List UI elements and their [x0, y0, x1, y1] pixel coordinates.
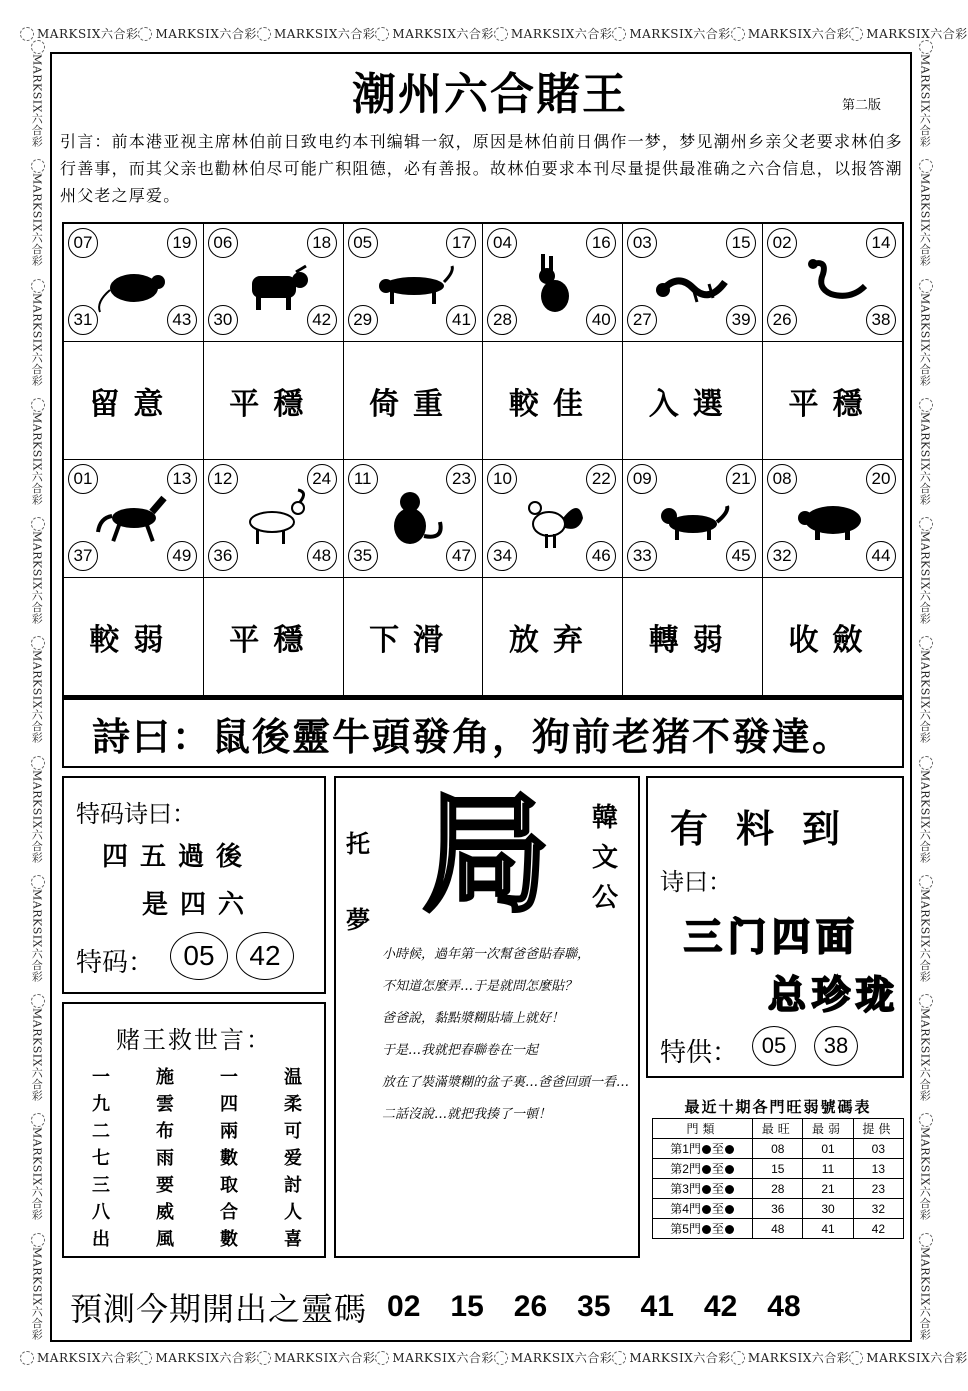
zodiac-number: 43: [167, 305, 197, 335]
zodiac-number: 24: [307, 464, 337, 494]
duwang-title: 赌王救世言：: [116, 1026, 272, 1054]
watermark-text: MARKSIX六合彩: [916, 1113, 936, 1220]
duwang-char: 取: [220, 1175, 238, 1196]
stats-cold: 30: [803, 1199, 853, 1219]
zodiac-number: 30: [208, 305, 238, 335]
flower-icon: [731, 27, 745, 41]
duwang-char: 風: [156, 1229, 174, 1250]
flower-icon: [257, 27, 271, 41]
zodiac-number: 23: [446, 464, 476, 494]
duwang-char: 人: [284, 1202, 302, 1223]
watermark-text: MARKSIX六合彩: [916, 1233, 936, 1340]
animal-cell: [483, 224, 623, 342]
flower-icon: [31, 398, 45, 412]
stats-row: [653, 1179, 904, 1199]
ball-icon: [725, 1185, 734, 1194]
flower-icon: [494, 1351, 508, 1365]
stats-cold: 11: [803, 1159, 853, 1179]
flower-icon: [849, 27, 863, 41]
zodiac-number: 28: [487, 305, 517, 335]
youliao-number: 05: [752, 1026, 796, 1066]
prediction-number: 15: [450, 1290, 484, 1323]
duwang-char: 九: [92, 1094, 110, 1115]
animal-cell: [64, 460, 204, 578]
stats-cold: 01: [803, 1139, 853, 1159]
tema-line-2: 是四六: [142, 890, 257, 920]
watermark-text: MARKSIX六合彩: [20, 25, 138, 42]
stats-hot: 28: [753, 1179, 803, 1199]
stats-door: 第4門 至: [653, 1199, 753, 1219]
side-char: 文: [592, 843, 619, 873]
zodiac-status: 入選: [623, 342, 763, 460]
duwang-char: 合: [220, 1202, 238, 1223]
story-line: 于是…我就把春聯卷在一起: [382, 1043, 539, 1058]
watermark-text: MARKSIX六合彩: [28, 517, 48, 624]
watermark-text: MARKSIX六合彩: [916, 40, 936, 147]
zodiac-number: 26: [767, 305, 797, 335]
stats-hot: 36: [753, 1199, 803, 1219]
prediction-number: 42: [703, 1290, 738, 1323]
ball-icon: [725, 1225, 734, 1234]
zodiac-number: 45: [726, 541, 756, 571]
duwang-column: [220, 1064, 238, 1253]
duwang-char: 數: [220, 1229, 238, 1250]
watermark-text: MARKSIX六合彩: [612, 25, 730, 42]
status-row: [64, 578, 902, 696]
zodiac-number: 13: [167, 464, 197, 494]
tema-title: 特码诗曰：: [76, 800, 196, 828]
prediction-number: 02: [387, 1290, 421, 1323]
duwang-char: 一: [220, 1067, 238, 1088]
zodiac-number: 20: [866, 464, 896, 494]
zodiac-number: 06: [208, 228, 238, 258]
flower-icon: [919, 517, 933, 531]
zodiac-number: 08: [767, 464, 797, 494]
watermark-text: MARKSIX六合彩: [916, 875, 936, 982]
watermark-text: MARKSIX六合彩: [28, 40, 48, 147]
zodiac-number: 04: [487, 228, 517, 258]
rat-icon: [94, 252, 174, 314]
ball-icon: [725, 1205, 734, 1214]
poem-bar: 詩曰：鼠後靈牛頭發角，狗前老猪不發達。: [62, 698, 904, 768]
duwang-char: 威: [156, 1202, 174, 1223]
watermark-text: MARKSIX六合彩: [849, 25, 967, 42]
watermark-text: MARKSIX六合彩: [916, 279, 936, 386]
watermark-text: MARKSIX六合彩: [375, 1349, 493, 1366]
pig-icon: [793, 488, 873, 550]
watermark-text: MARKSIX六合彩: [28, 1233, 48, 1340]
watermark-text: MARKSIX六合彩: [28, 875, 48, 982]
duwang-columns: [92, 1064, 302, 1253]
flower-icon: [919, 636, 933, 650]
zodiac-number: 01: [68, 464, 98, 494]
story-line: 爸爸說，黏點漿糊貼墙上就好！: [382, 1011, 565, 1026]
tema-number: 05: [170, 932, 228, 980]
rooster-icon: [513, 488, 593, 550]
stats-row: [653, 1139, 904, 1159]
zodiac-status: 倚重: [344, 342, 484, 460]
tema-line-1: 四五過後: [102, 842, 255, 872]
youliao-line-1: 三门四面: [684, 915, 861, 959]
zodiac-status: 下滑: [344, 578, 484, 696]
rabbit-icon: [513, 252, 593, 314]
zodiac-number: 41: [446, 305, 476, 335]
monkey-icon: [374, 488, 454, 550]
zodiac-status: 平穩: [204, 342, 344, 460]
ball-icon: [702, 1205, 711, 1214]
tema-label: 特码：: [76, 948, 155, 978]
duwang-char: 出: [92, 1229, 110, 1250]
zodiac-number: 31: [68, 305, 98, 335]
story-line: 小時候，過年第一次幫爸爸貼春聯，: [382, 947, 591, 962]
zodiac-number: 09: [627, 464, 657, 494]
stats-door: 第1門 至: [653, 1139, 753, 1159]
story-line: 放在了裝滿漿糊的盆子裏…爸爸回頭一看…: [382, 1075, 630, 1090]
flower-icon: [31, 1113, 45, 1127]
zodiac-number: 12: [208, 464, 238, 494]
duwang-char: 討: [284, 1175, 302, 1196]
status-row: [64, 342, 902, 460]
stats-offer: 03: [853, 1139, 903, 1159]
zodiac-number: 39: [726, 305, 756, 335]
stats-cold: 21: [803, 1179, 853, 1199]
watermark-text: MARKSIX六合彩: [138, 25, 256, 42]
prediction-numbers: [387, 1290, 801, 1324]
dog-icon: [653, 488, 733, 550]
watermark-text: MARKSIX六合彩: [28, 994, 48, 1101]
side-char: 夢: [346, 906, 370, 934]
flower-icon: [919, 1233, 933, 1247]
zodiac-number: 15: [726, 228, 756, 258]
stats-door: 第2門 至: [653, 1159, 753, 1179]
watermark-left: [24, 40, 52, 1340]
animal-cell: [204, 460, 344, 578]
ball-icon: [702, 1165, 711, 1174]
duwang-char: 雲: [156, 1094, 174, 1115]
ball-icon: [702, 1185, 711, 1194]
zodiac-number: 19: [167, 228, 197, 258]
watermark-text: MARKSIX六合彩: [28, 398, 48, 505]
stats-hot: 15: [753, 1159, 803, 1179]
duwang-char: 温: [284, 1067, 302, 1088]
flower-icon: [31, 40, 45, 54]
zodiac-number: 11: [348, 464, 378, 494]
zodiac-status: 較佳: [483, 342, 623, 460]
animal-cell: [623, 224, 763, 342]
zodiac-number: 16: [586, 228, 616, 258]
watermark-text: MARKSIX六合彩: [28, 756, 48, 863]
animal-cell: [204, 224, 344, 342]
big-character: 局: [422, 781, 551, 930]
flower-icon: [919, 159, 933, 173]
zodiac-number: 38: [866, 305, 896, 335]
duwang-char: 可: [284, 1121, 302, 1142]
flower-icon: [849, 1351, 863, 1365]
flower-icon: [31, 517, 45, 531]
watermark-text: MARKSIX六合彩: [257, 25, 375, 42]
flower-icon: [31, 756, 45, 770]
stats-offer: 42: [853, 1219, 903, 1239]
animal-cell: [763, 224, 902, 342]
watermark-text: MARKSIX六合彩: [20, 1349, 138, 1366]
zodiac-number: 34: [487, 541, 517, 571]
zodiac-number: 32: [767, 541, 797, 571]
story-line: 不知道怎麼弄…于是就問怎麼貼？: [382, 979, 578, 994]
zodiac-number: 44: [866, 541, 896, 571]
zodiac-number: 47: [446, 541, 476, 571]
flower-icon: [375, 1351, 389, 1365]
zodiac-number: 29: [348, 305, 378, 335]
youliao-title: 有料到: [670, 806, 869, 851]
duwang-char: 施: [156, 1067, 174, 1088]
stats-hot: 08: [753, 1139, 803, 1159]
youliao-box: [646, 776, 904, 1078]
stats-door: 第3門 至: [653, 1179, 753, 1199]
prediction-label: 預測今期開出之靈碼: [70, 1290, 368, 1328]
zodiac-number: 42: [307, 305, 337, 335]
prediction-number: 35: [577, 1290, 611, 1323]
side-text-right: [592, 798, 618, 918]
ball-icon: [702, 1225, 711, 1234]
goat-icon: [234, 488, 314, 550]
tema-number: 42: [236, 932, 294, 980]
ball-icon: [725, 1165, 734, 1174]
side-char: 托: [346, 830, 370, 858]
flower-icon: [919, 40, 933, 54]
youliao-number: 38: [814, 1026, 858, 1066]
watermark-text: MARKSIX六合彩: [28, 1113, 48, 1220]
flower-icon: [31, 279, 45, 293]
flower-icon: [731, 1351, 745, 1365]
stats-hot: 48: [753, 1219, 803, 1239]
flower-icon: [257, 1351, 271, 1365]
story-text: [382, 946, 632, 1138]
zodiac-status: 留意: [64, 342, 204, 460]
duwang-char: 要: [156, 1175, 174, 1196]
ball-icon: [702, 1145, 711, 1154]
flower-icon: [919, 994, 933, 1008]
watermark-text: MARKSIX六合彩: [138, 1349, 256, 1366]
stats-offer: 32: [853, 1199, 903, 1219]
duwang-char: 四: [220, 1094, 238, 1115]
zodiac-number: 02: [767, 228, 797, 258]
watermark-top: [20, 18, 968, 48]
animal-cell: [344, 224, 484, 342]
prediction-number: 41: [640, 1290, 674, 1323]
duwang-char: 喜: [284, 1229, 302, 1250]
flower-icon: [375, 27, 389, 41]
watermark-text: MARKSIX六合彩: [494, 1349, 612, 1366]
stats-header-row: [653, 1119, 904, 1139]
watermark-bottom: [20, 1342, 968, 1372]
duwang-char: 柔: [284, 1094, 302, 1115]
duwang-char: 二: [92, 1121, 110, 1142]
watermark-text: MARKSIX六合彩: [28, 279, 48, 386]
ox-icon: [234, 252, 314, 314]
zodiac-number: 22: [586, 464, 616, 494]
duwang-column: [92, 1064, 110, 1253]
intro-text: 引言：前本港亚视主席林伯前日致电约本刊编辑一叙，原因是林伯前日偶作一梦，梦见潮州乡亲父老要求林伯多行善事，而其父亲也勸林伯尽可能广积阻德，必有善报。故林伯要求本刊尽量提供最准确之六合信息，以报答潮州父老之厚爱。: [60, 132, 903, 205]
zodiac-number: 10: [487, 464, 517, 494]
flower-icon: [31, 636, 45, 650]
animal-cell: [483, 460, 623, 578]
duwang-char: 兩: [220, 1121, 238, 1142]
flower-icon: [919, 875, 933, 889]
stats-offer: 13: [853, 1159, 903, 1179]
duwang-char: 數: [220, 1148, 238, 1169]
youliao-label: 特供：: [660, 1038, 739, 1068]
watermark-text: MARKSIX六合彩: [916, 517, 936, 624]
story-line: 二話沒說…就把我揍了一頓！: [382, 1107, 552, 1122]
watermark-text: MARKSIX六合彩: [28, 636, 48, 743]
stats-header: 提供: [853, 1119, 903, 1139]
stats-row: [653, 1159, 904, 1179]
stats-cold: 41: [803, 1219, 853, 1239]
zodiac-number: 17: [446, 228, 476, 258]
animal-cell: [64, 224, 204, 342]
watermark-text: MARKSIX六合彩: [731, 1349, 849, 1366]
flower-icon: [31, 875, 45, 889]
duwang-char: 雨: [156, 1148, 174, 1169]
flower-icon: [612, 1351, 626, 1365]
zodiac-number: 18: [307, 228, 337, 258]
prediction-row: [70, 1284, 900, 1330]
watermark-text: MARKSIX六合彩: [916, 398, 936, 505]
snake-icon: [793, 252, 873, 314]
stats-row: [653, 1199, 904, 1219]
zodiac-number: 46: [586, 541, 616, 571]
ball-icon: [725, 1145, 734, 1154]
watermark-right: [912, 40, 940, 1340]
watermark-text: MARKSIX六合彩: [916, 994, 936, 1101]
animal-cell: [623, 460, 763, 578]
watermark-text: MARKSIX六合彩: [916, 636, 936, 743]
flower-icon: [138, 1351, 152, 1365]
zodiac-number: 33: [627, 541, 657, 571]
flower-icon: [31, 159, 45, 173]
horse-icon: [94, 488, 174, 550]
duwang-char: 爱: [284, 1148, 302, 1169]
page-title: 潮州六合賭王: [352, 69, 628, 120]
zodiac-number: 37: [68, 541, 98, 571]
duwang-column: [156, 1064, 174, 1253]
stats-title: 最近十期各門旺弱號碼表: [684, 1098, 872, 1116]
zodiac-status: 轉弱: [623, 578, 763, 696]
duwang-box: [62, 1002, 326, 1258]
zodiac-number: 21: [726, 464, 756, 494]
flower-icon: [20, 1351, 34, 1365]
stats-table: [652, 1118, 904, 1239]
flower-icon: [919, 398, 933, 412]
zodiac-number: 14: [866, 228, 896, 258]
prediction-number: 48: [767, 1290, 801, 1323]
duwang-char: 布: [156, 1121, 174, 1142]
watermark-text: MARKSIX六合彩: [28, 159, 48, 266]
stats-header: 最旺: [753, 1119, 803, 1139]
watermark-text: MARKSIX六合彩: [916, 756, 936, 863]
flower-icon: [31, 994, 45, 1008]
flower-icon: [494, 27, 508, 41]
watermark-text: MARKSIX六合彩: [916, 159, 936, 266]
zodiac-number: 48: [307, 541, 337, 571]
zodiac-grid: [62, 222, 904, 698]
zodiac-status: 平穩: [763, 342, 902, 460]
side-char: 公: [592, 883, 619, 913]
flower-icon: [31, 1233, 45, 1247]
animal-row: [64, 224, 902, 342]
zodiac-number: 05: [348, 228, 378, 258]
story-box: [334, 776, 640, 1258]
dragon-icon: [653, 252, 733, 314]
flower-icon: [612, 27, 626, 41]
zodiac-number: 07: [68, 228, 98, 258]
zodiac-number: 49: [167, 541, 197, 571]
flower-icon: [919, 756, 933, 770]
animal-cell: [763, 460, 902, 578]
edition-label: 第二版: [842, 98, 882, 113]
zodiac-status: 較弱: [64, 578, 204, 696]
zodiac-number: 36: [208, 541, 238, 571]
side-char: 韓: [592, 803, 619, 833]
duwang-char: 三: [92, 1175, 110, 1196]
flower-icon: [138, 27, 152, 41]
watermark-text: MARKSIX六合彩: [257, 1349, 375, 1366]
zodiac-number: 40: [586, 305, 616, 335]
zodiac-status: 平穩: [204, 578, 344, 696]
zodiac-number: 35: [348, 541, 378, 571]
animal-cell: [344, 460, 484, 578]
duwang-char: 八: [92, 1202, 110, 1223]
stats-offer: 23: [853, 1179, 903, 1199]
tema-box: [62, 776, 326, 994]
side-text-left: [346, 806, 370, 958]
zodiac-number: 27: [627, 305, 657, 335]
watermark-text: MARKSIX六合彩: [731, 25, 849, 42]
zodiac-status: 收斂: [763, 578, 902, 696]
watermark-text: MARKSIX六合彩: [612, 1349, 730, 1366]
animal-row: [64, 460, 902, 578]
stats-header: 最弱: [803, 1119, 853, 1139]
tiger-icon: [374, 252, 454, 314]
zodiac-number: 03: [627, 228, 657, 258]
stats-row: [653, 1219, 904, 1239]
duwang-char: 七: [92, 1148, 110, 1169]
flower-icon: [919, 1113, 933, 1127]
stats-door: 第5門 至: [653, 1219, 753, 1239]
watermark-text: MARKSIX六合彩: [375, 25, 493, 42]
prediction-number: 26: [513, 1290, 548, 1323]
stats-header: 門類: [653, 1119, 753, 1139]
watermark-text: MARKSIX六合彩: [494, 25, 612, 42]
flower-icon: [20, 27, 34, 41]
youliao-line-2: 总珍珑: [768, 973, 901, 1017]
zodiac-status: 放弃: [483, 578, 623, 696]
watermark-text: MARKSIX六合彩: [849, 1349, 967, 1366]
flower-icon: [919, 279, 933, 293]
duwang-char: 一: [92, 1067, 110, 1088]
youliao-poem-label: 诗曰：: [660, 868, 732, 896]
duwang-column: [284, 1064, 302, 1253]
